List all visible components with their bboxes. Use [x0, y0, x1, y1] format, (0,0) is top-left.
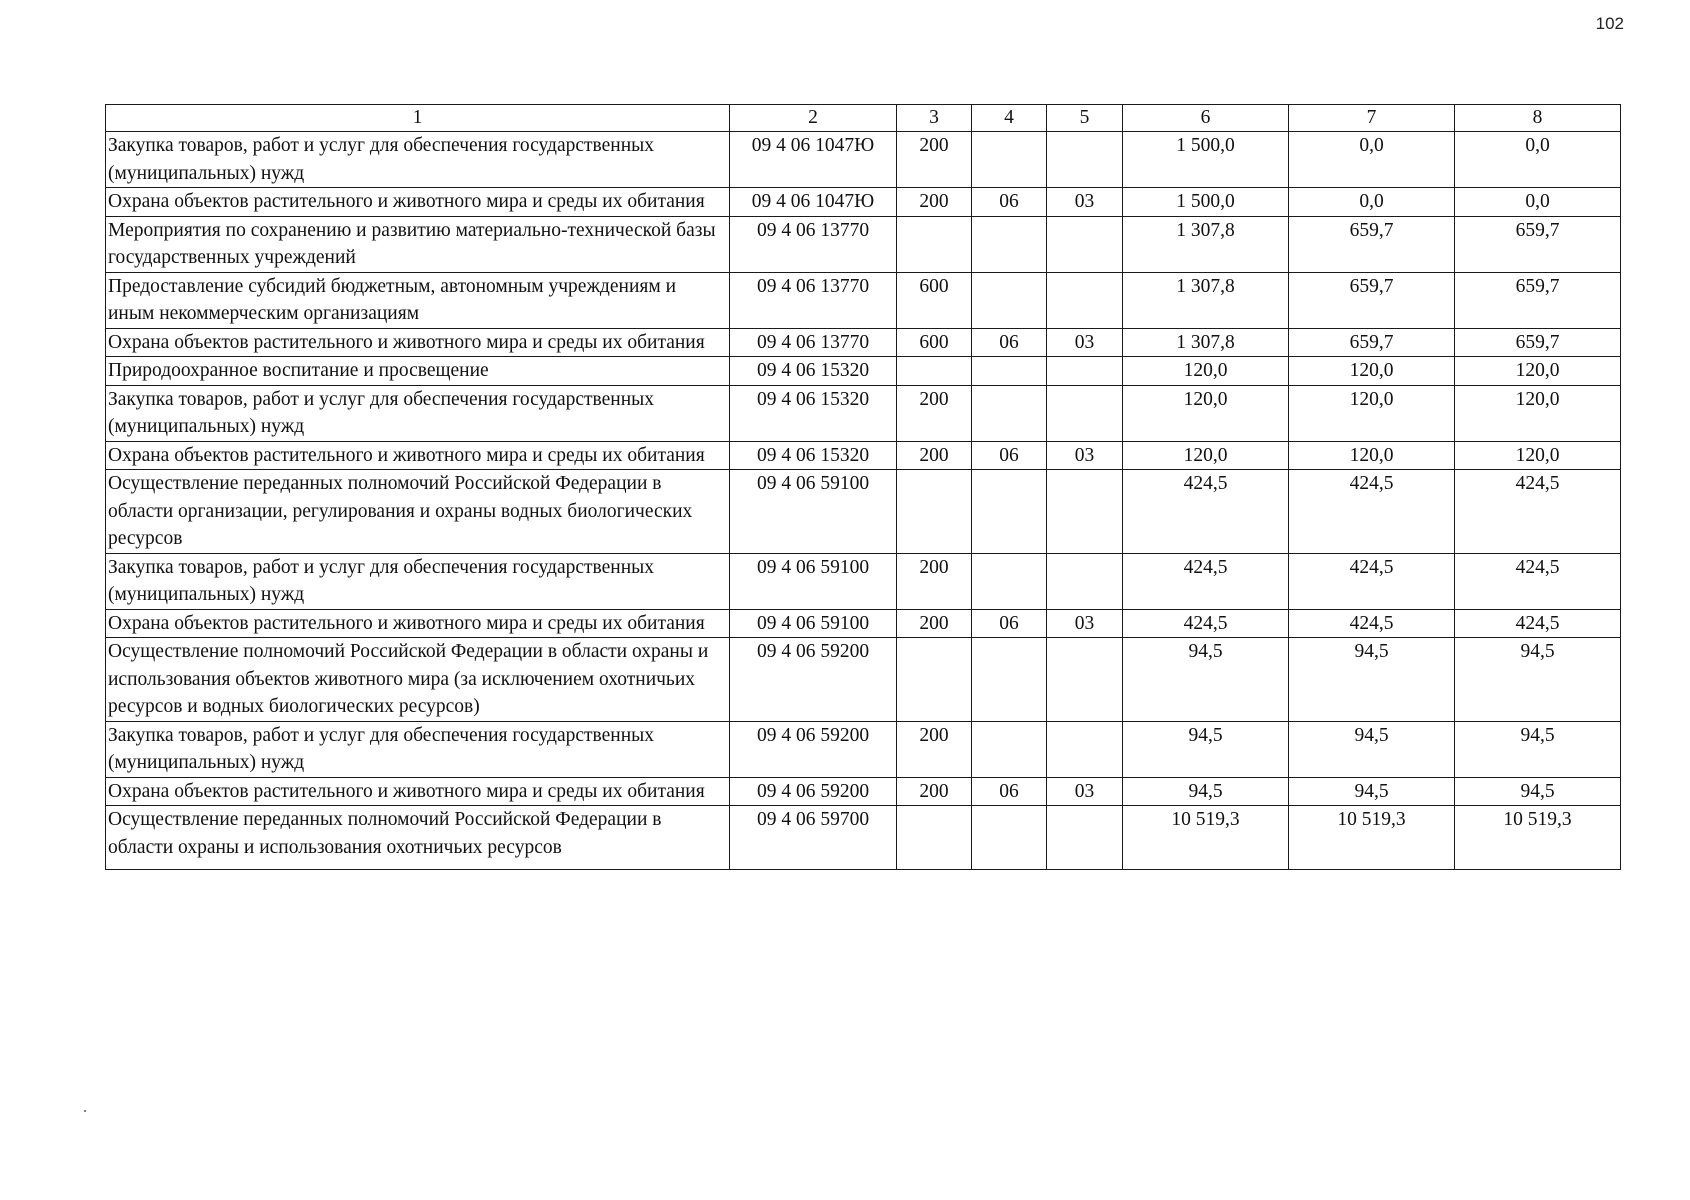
- expense-type-cell: 200: [897, 441, 972, 470]
- table-row: [106, 721, 1621, 777]
- expense-type-cell: 200: [897, 777, 972, 806]
- amount-cell: 120,0: [1123, 385, 1289, 441]
- subsection-cell: 03: [1047, 609, 1123, 638]
- table-row: [106, 441, 1621, 470]
- section-cell: [972, 216, 1047, 272]
- section-cell: 06: [972, 328, 1047, 357]
- amount-cell: 10 519,3: [1455, 806, 1621, 870]
- budget-table: [105, 104, 1621, 870]
- amount-cell: 1 500,0: [1123, 132, 1289, 188]
- amount-cell: 94,5: [1455, 777, 1621, 806]
- subsection-cell: 03: [1047, 328, 1123, 357]
- item-name-cell: Предоставление субсидий бюджетным, автономным учреждениям и иным некоммерческим организациям: [106, 272, 730, 328]
- section-cell: 06: [972, 441, 1047, 470]
- amount-cell: 424,5: [1455, 553, 1621, 609]
- table-row: [106, 806, 1621, 870]
- amount-cell: 94,5: [1123, 721, 1289, 777]
- amount-cell: 94,5: [1123, 638, 1289, 722]
- section-cell: [972, 357, 1047, 386]
- table-row: [106, 216, 1621, 272]
- table-row: [106, 470, 1621, 554]
- table-row: [106, 609, 1621, 638]
- amount-cell: 120,0: [1123, 441, 1289, 470]
- amount-cell: 94,5: [1289, 777, 1455, 806]
- amount-cell: 120,0: [1455, 385, 1621, 441]
- table-row: [106, 188, 1621, 217]
- target-code-cell: 09 4 06 1047Ю: [730, 132, 897, 188]
- target-code-cell: 09 4 06 59100: [730, 609, 897, 638]
- amount-cell: 1 307,8: [1123, 216, 1289, 272]
- amount-cell: 659,7: [1455, 272, 1621, 328]
- subsection-cell: [1047, 553, 1123, 609]
- amount-cell: 10 519,3: [1289, 806, 1455, 870]
- column-header: 7: [1289, 105, 1455, 132]
- section-cell: [972, 132, 1047, 188]
- amount-cell: 120,0: [1289, 385, 1455, 441]
- subsection-cell: 03: [1047, 441, 1123, 470]
- expense-type-cell: 200: [897, 721, 972, 777]
- page-number: 102: [1595, 14, 1624, 33]
- item-name-cell: Охрана объектов растительного и животного мира и среды их обитания: [106, 609, 730, 638]
- amount-cell: 0,0: [1289, 132, 1455, 188]
- item-name-cell: Закупка товаров, работ и услуг для обеспечения государственных (муниципальных) нужд: [106, 721, 730, 777]
- table-row: [106, 357, 1621, 386]
- section-cell: [972, 385, 1047, 441]
- expense-type-cell: [897, 806, 972, 870]
- section-cell: 06: [972, 188, 1047, 217]
- column-header: 3: [897, 105, 972, 132]
- amount-cell: 94,5: [1455, 721, 1621, 777]
- amount-cell: 120,0: [1455, 441, 1621, 470]
- expense-type-cell: 600: [897, 272, 972, 328]
- item-name-cell: Охрана объектов растительного и животного мира и среды их обитания: [106, 441, 730, 470]
- item-name-cell: Закупка товаров, работ и услуг для обеспечения государственных (муниципальных) нужд: [106, 385, 730, 441]
- amount-cell: 424,5: [1289, 553, 1455, 609]
- item-name-cell: Осуществление полномочий Российской Федерации в области охраны и использования объектов животного мира (за исключением охотничьих ресурсов и водных биологических ресурсов): [106, 638, 730, 722]
- amount-cell: 0,0: [1455, 188, 1621, 217]
- expense-type-cell: 200: [897, 188, 972, 217]
- subsection-cell: 03: [1047, 188, 1123, 217]
- amount-cell: 94,5: [1289, 721, 1455, 777]
- column-header: 1: [106, 105, 730, 132]
- target-code-cell: 09 4 06 1047Ю: [730, 188, 897, 217]
- subsection-cell: 03: [1047, 777, 1123, 806]
- amount-cell: 1 307,8: [1123, 272, 1289, 328]
- expense-type-cell: 600: [897, 328, 972, 357]
- section-cell: [972, 721, 1047, 777]
- expense-type-cell: 200: [897, 553, 972, 609]
- amount-cell: 94,5: [1289, 638, 1455, 722]
- subsection-cell: [1047, 357, 1123, 386]
- amount-cell: 659,7: [1289, 272, 1455, 328]
- amount-cell: 10 519,3: [1123, 806, 1289, 870]
- expense-type-cell: [897, 470, 972, 554]
- amount-cell: 424,5: [1123, 553, 1289, 609]
- item-name-cell: Мероприятия по сохранению и развитию материально-технической базы государственных учреждений: [106, 216, 730, 272]
- expense-type-cell: [897, 357, 972, 386]
- subsection-cell: [1047, 721, 1123, 777]
- amount-cell: 424,5: [1123, 470, 1289, 554]
- subsection-cell: [1047, 272, 1123, 328]
- target-code-cell: 09 4 06 13770: [730, 216, 897, 272]
- item-name-cell: Природоохранное воспитание и просвещение: [106, 357, 730, 386]
- subsection-cell: [1047, 385, 1123, 441]
- section-cell: 06: [972, 609, 1047, 638]
- amount-cell: 1 307,8: [1123, 328, 1289, 357]
- amount-cell: 424,5: [1289, 470, 1455, 554]
- amount-cell: 659,7: [1455, 328, 1621, 357]
- amount-cell: 1 500,0: [1123, 188, 1289, 217]
- section-cell: 06: [972, 777, 1047, 806]
- target-code-cell: 09 4 06 15320: [730, 385, 897, 441]
- table-row: [106, 553, 1621, 609]
- column-header: 8: [1455, 105, 1621, 132]
- table-body: [106, 132, 1621, 870]
- amount-cell: 94,5: [1455, 638, 1621, 722]
- amount-cell: 120,0: [1455, 357, 1621, 386]
- table-row: [106, 385, 1621, 441]
- amount-cell: 659,7: [1289, 216, 1455, 272]
- section-cell: [972, 638, 1047, 722]
- amount-cell: 120,0: [1289, 357, 1455, 386]
- target-code-cell: 09 4 06 15320: [730, 441, 897, 470]
- target-code-cell: 09 4 06 59700: [730, 806, 897, 870]
- amount-cell: 424,5: [1455, 470, 1621, 554]
- section-cell: [972, 806, 1047, 870]
- amount-cell: 0,0: [1289, 188, 1455, 217]
- amount-cell: 120,0: [1289, 441, 1455, 470]
- section-cell: [972, 272, 1047, 328]
- target-code-cell: 09 4 06 59200: [730, 777, 897, 806]
- section-cell: [972, 553, 1047, 609]
- subsection-cell: [1047, 470, 1123, 554]
- table-row: [106, 638, 1621, 722]
- header-row: [106, 105, 1621, 132]
- target-code-cell: 09 4 06 59100: [730, 553, 897, 609]
- subsection-cell: [1047, 638, 1123, 722]
- subsection-cell: [1047, 216, 1123, 272]
- table-row: [106, 328, 1621, 357]
- column-header: 5: [1047, 105, 1123, 132]
- column-header: 6: [1123, 105, 1289, 132]
- column-header: 2: [730, 105, 897, 132]
- expense-type-cell: 200: [897, 609, 972, 638]
- expense-type-cell: 200: [897, 132, 972, 188]
- table-row: [106, 777, 1621, 806]
- subsection-cell: [1047, 806, 1123, 870]
- expense-type-cell: 200: [897, 385, 972, 441]
- subsection-cell: [1047, 132, 1123, 188]
- amount-cell: 424,5: [1289, 609, 1455, 638]
- expense-type-cell: [897, 638, 972, 722]
- item-name-cell: Охрана объектов растительного и животного мира и среды их обитания: [106, 188, 730, 217]
- item-name-cell: Закупка товаров, работ и услуг для обеспечения государственных (муниципальных) нужд: [106, 132, 730, 188]
- table-row: [106, 272, 1621, 328]
- target-code-cell: 09 4 06 15320: [730, 357, 897, 386]
- item-name-cell: Закупка товаров, работ и услуг для обеспечения государственных (муниципальных) нужд: [106, 553, 730, 609]
- target-code-cell: 09 4 06 13770: [730, 328, 897, 357]
- item-name-cell: Охрана объектов растительного и животного мира и среды их обитания: [106, 777, 730, 806]
- expense-type-cell: [897, 216, 972, 272]
- amount-cell: 120,0: [1123, 357, 1289, 386]
- amount-cell: 424,5: [1455, 609, 1621, 638]
- amount-cell: 659,7: [1289, 328, 1455, 357]
- amount-cell: 659,7: [1455, 216, 1621, 272]
- target-code-cell: 09 4 06 59200: [730, 638, 897, 722]
- amount-cell: 0,0: [1455, 132, 1621, 188]
- amount-cell: 94,5: [1123, 777, 1289, 806]
- amount-cell: 424,5: [1123, 609, 1289, 638]
- column-header: 4: [972, 105, 1047, 132]
- target-code-cell: 09 4 06 59200: [730, 721, 897, 777]
- section-cell: [972, 470, 1047, 554]
- item-name-cell: Осуществление переданных полномочий Российской Федерации в области охраны и использования охотничьих ресурсов: [106, 806, 730, 870]
- scan-speck: [84, 1110, 86, 1112]
- table-row: [106, 132, 1621, 188]
- target-code-cell: 09 4 06 13770: [730, 272, 897, 328]
- item-name-cell: Осуществление переданных полномочий Российской Федерации в области организации, регулирования и охраны водных биологических ресурсов: [106, 470, 730, 554]
- target-code-cell: 09 4 06 59100: [730, 470, 897, 554]
- item-name-cell: Охрана объектов растительного и животного мира и среды их обитания: [106, 328, 730, 357]
